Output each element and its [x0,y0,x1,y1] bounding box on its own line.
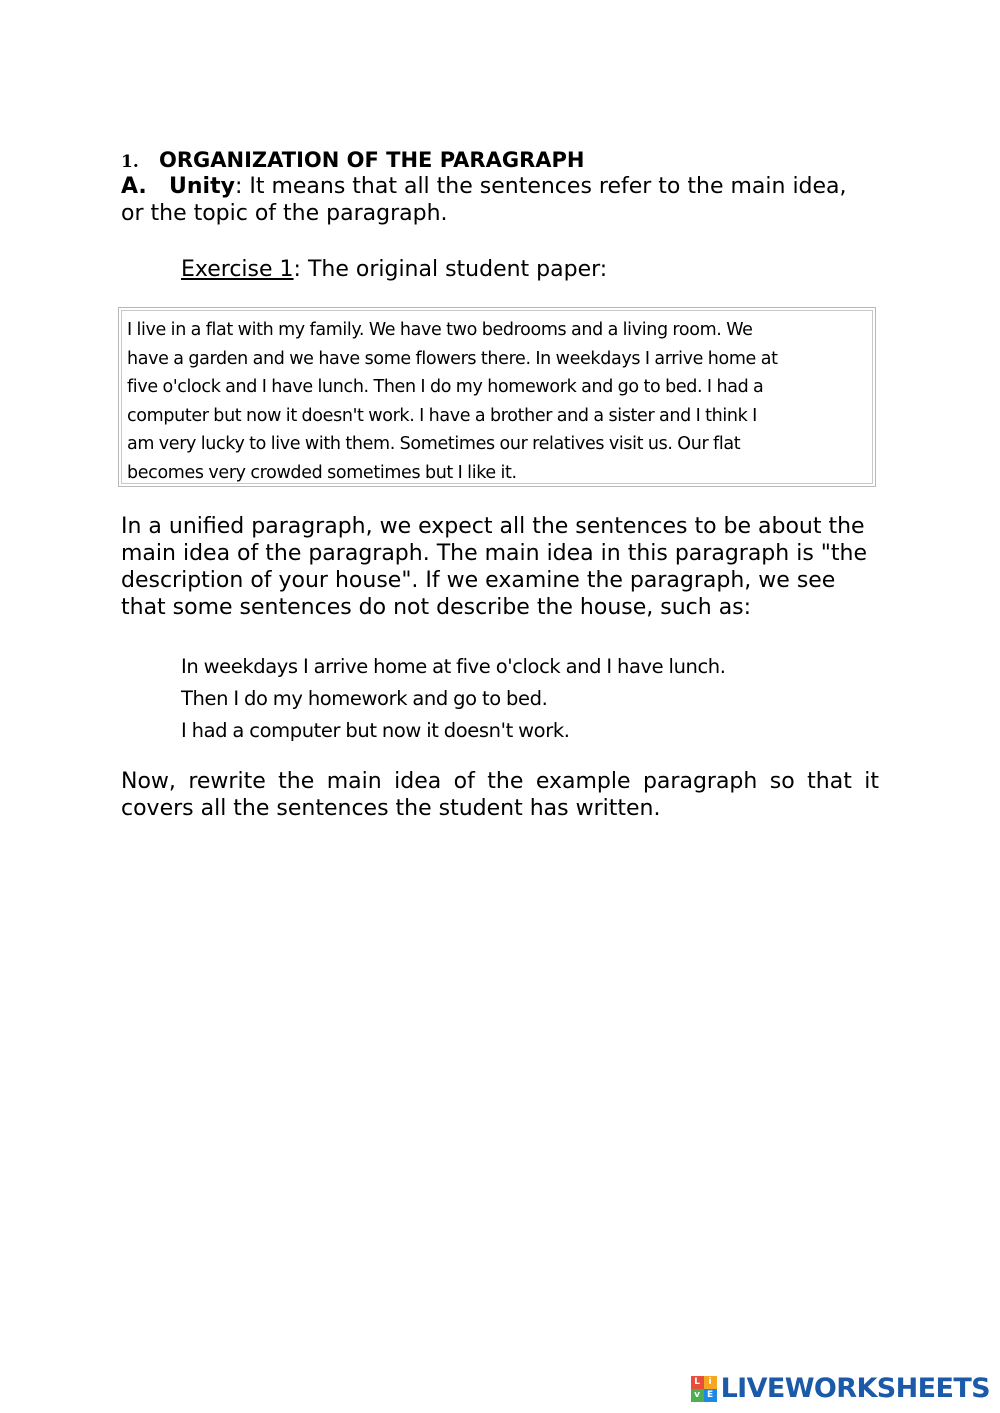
instruction-paragraph [121,768,879,822]
unity-term: Unity [169,174,235,199]
unity-definition-line1: : It means that all the sentences refer to the main idea, [234,174,847,199]
liveworksheets-brand [691,1374,990,1404]
off-topic-sentence: I had a computer but now it doesn't work. [181,719,570,742]
off-topic-sentence: In weekdays I arrive home at five o'clock and I have lunch. [181,655,726,678]
student-paper-line: am very lucky to live with them. Sometimes our relatives visit us. Our flat [127,434,741,454]
logo-tile: E [704,1389,717,1402]
student-paper-line: five o'clock and I have lunch. Then I do my homework and go to bed. I had a [127,377,764,397]
section-title: ORGANIZATION OF THE PARAGRAPH [159,148,585,172]
explanation-line: description of your house". If we examine the paragraph, we see [121,568,836,593]
explanation-line: main idea of the paragraph. The main idea in this paragraph is "the [121,541,868,566]
explanation-line: In a unified paragraph, we expect all the sentences to be about the [121,514,865,539]
student-paper-line: have a garden and we have some flowers there. In weekdays I arrive home at [127,348,778,369]
off-topic-sentences [181,651,726,747]
unity-letter: A. [121,174,147,199]
logo-tile: v [691,1389,704,1402]
unity-definition-line2: or the topic of the paragraph. [121,201,448,226]
explanation-line: that some sentences do not describe the house, such as: [121,595,752,620]
section-heading [121,146,584,176]
instruction-line: covers all the sentences the student has written. [121,796,661,821]
instruction-line: Now, rewrite the main idea of the example paragraph so that it [121,769,879,794]
exercise-description: : The original student paper: [293,257,608,282]
exercise-heading [181,256,607,283]
student-paper-line: I live in a flat with my family. We have two bedrooms and a living room. We [127,320,753,340]
unity-definition [121,173,879,227]
logo-tile: i [704,1376,717,1389]
section-number: 1. [121,152,139,172]
student-paper-line: computer but now it doesn't work. I have a brother and a sister and I think I [127,405,757,426]
logo-tile: L [691,1376,704,1389]
exercise-label: Exercise 1 [181,257,294,282]
explanation-paragraph [121,513,879,621]
off-topic-sentence: Then I do my homework and go to bed. [181,687,548,710]
brand-name: LIVEWORKSHEETS [720,1373,990,1404]
liveworksheets-logo-icon [691,1376,717,1402]
student-paper-line: becomes very crowded sometimes but I like it. [127,462,517,483]
student-paper-box [118,307,876,487]
